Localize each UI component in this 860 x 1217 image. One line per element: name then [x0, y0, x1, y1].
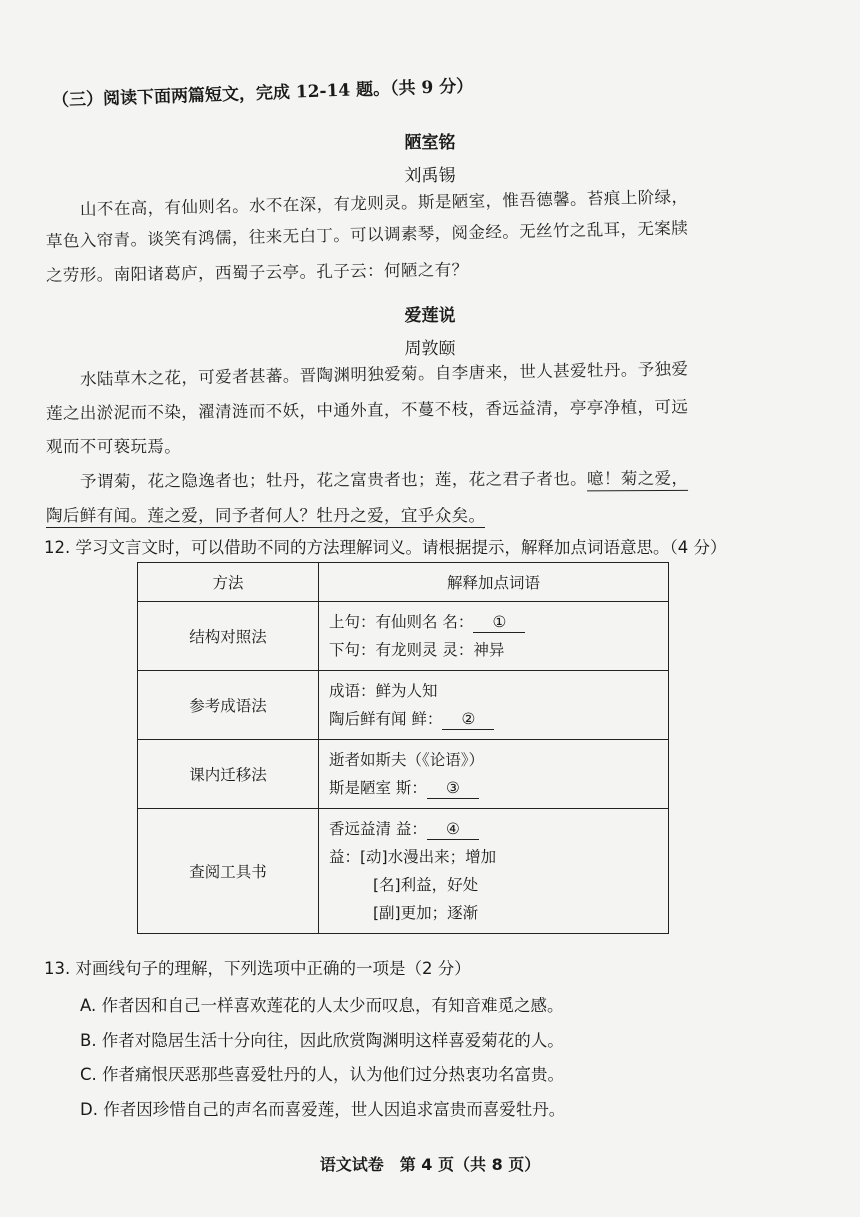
table-row — [138, 602, 669, 671]
underlined-sentence-part-1: 噫！菊之爱， — [587, 469, 689, 492]
method-dictionary: 查阅工具书 — [138, 809, 319, 934]
essay1-line-1: 山不在高，有仙则名。水不在深，有龙则灵。斯是陋室，惟吾德馨。苔痕上阶绿， — [79, 187, 689, 219]
answer-blank-4[interactable]: ④ — [427, 819, 479, 840]
header-explain: 解释加点词语 — [319, 563, 669, 602]
essay1-line-2: 草色入帘青。谈笑有鸿儒，往来无白丁。可以调素琴，阅金经。无丝竹之乱耳，无案牍 — [45, 218, 689, 251]
row4-line2: 益：[动]水漫出来；增加 — [329, 848, 497, 866]
essay2-author: 周敦颐 — [404, 339, 456, 359]
row1-line1: 上句：有仙则名 名： — [329, 613, 474, 631]
option-a[interactable]: A. 作者因和自己一样喜欢莲花的人太少而叹息，有知音难觅之感。 — [80, 996, 564, 1015]
row3-line2: 斯是陋室 斯： — [329, 779, 427, 797]
page-footer: 语文试卷 第 4 页（共 8 页） — [319, 1155, 541, 1174]
essay2-para2-line-1 — [80, 465, 689, 492]
essay2-line-1: 水陆草木之花，可爱者甚蕃。晋陶渊明独爱菊。自李唐来，世人甚爱牡丹。予独爱 — [79, 359, 689, 389]
method-table — [137, 562, 669, 934]
question-12: 12. 学习文言文时，可以借助不同的方法理解词义。请根据提示，解释加点词语意思。（4 分） — [44, 538, 727, 557]
option-c[interactable]: C. 作者痛恨厌恶那些喜爱牡丹的人，认为他们过分热衷功名富贵。 — [80, 1065, 565, 1084]
row4-line3: [名]利益，好处 — [373, 876, 479, 894]
section-heading: （三）阅读下面两篇短文，完成 12-14 题。（共 9 分） — [51, 76, 474, 111]
row2-line1: 成语：鲜为人知 — [329, 682, 438, 700]
method-idiom: 参考成语法 — [138, 671, 319, 740]
table-row — [138, 740, 669, 809]
answer-blank-2[interactable]: ② — [442, 709, 494, 730]
row2-line2: 陶后鲜有闻 鲜： — [329, 710, 443, 728]
essay2-para2-line-2 — [46, 502, 485, 526]
answer-blank-3[interactable]: ③ — [427, 778, 479, 799]
essay1-line-3: 之劳形。南阳诸葛庐，西蜀子云亭。孔子云：何陋之有？ — [45, 260, 469, 285]
question-13: 13. 对画线句子的理解，下列选项中正确的一项是（2 分） — [44, 959, 471, 978]
header-method: 方法 — [138, 563, 319, 602]
row1-line2: 下句：有龙则灵 灵：神异 — [329, 641, 505, 659]
table-header-row — [138, 563, 669, 602]
option-d[interactable]: D. 作者因珍惜自己的声名而喜爱莲，世人因追求富贵而喜爱牡丹。 — [80, 1100, 566, 1119]
essay1-title: 陋室铭 — [404, 133, 456, 153]
essay1-author: 刘禹锡 — [404, 166, 456, 186]
table-row — [138, 671, 669, 740]
answer-blank-1[interactable]: ① — [473, 612, 525, 633]
method-structure: 结构对照法 — [138, 602, 319, 671]
row3-line1: 逝者如斯夫（《论语》） — [329, 751, 485, 769]
underlined-sentence-part-2: 陶后鲜有闻。莲之爱，同予者何人？牡丹之爱，宜乎众矣。 — [46, 506, 485, 528]
row4-line4: [副]更加；逐渐 — [373, 904, 479, 922]
option-b[interactable]: B. 作者对隐居生活十分向往，因此欣赏陶渊明这样喜爱菊花的人。 — [80, 1031, 564, 1050]
row4-line1: 香远益清 益： — [329, 820, 427, 838]
method-transfer: 课内迁移法 — [138, 740, 319, 809]
table-row — [138, 809, 669, 934]
essay2-para2-plain: 予谓菊，花之隐逸者也；牡丹，花之富贵者也；莲，花之君子者也。 — [79, 469, 588, 491]
essay2-line-2: 莲之出淤泥而不染，濯清涟而不妖，中通外直，不蔓不枝，香远益清，亭亭净植，可远 — [45, 397, 689, 423]
essay2-line-3: 观而不可亵玩焉。 — [46, 437, 182, 456]
essay2-title: 爱莲说 — [404, 306, 456, 326]
